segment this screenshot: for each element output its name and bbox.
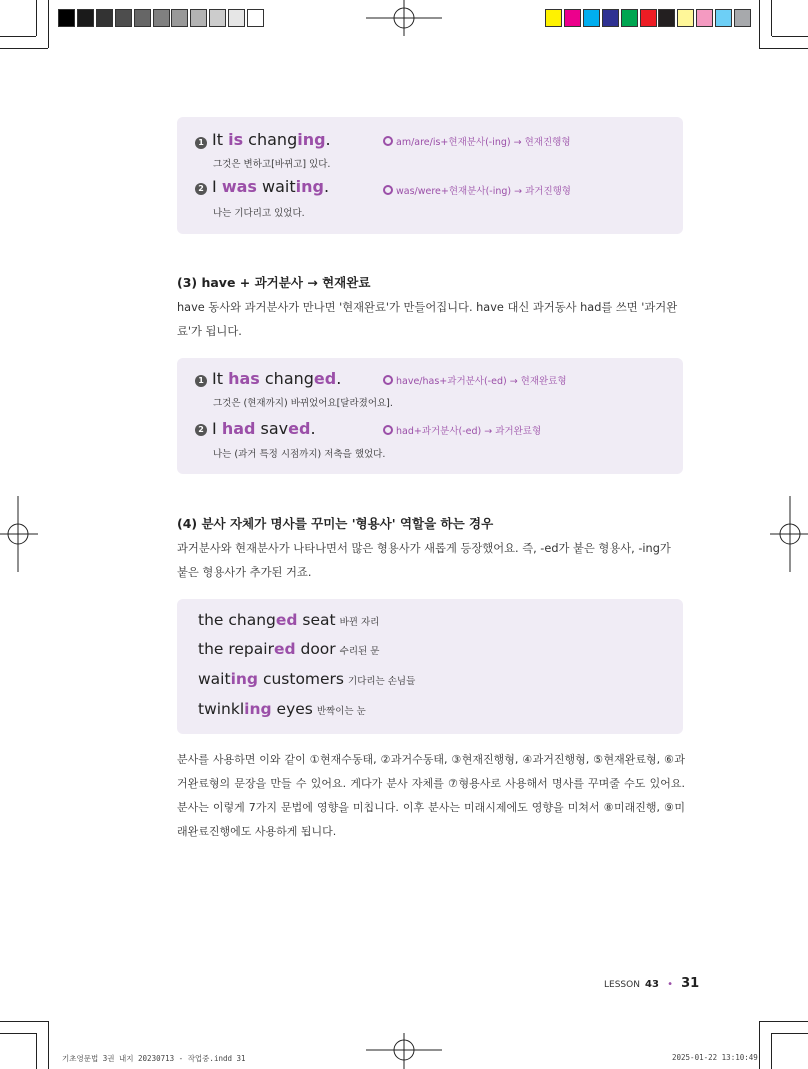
circle-bullet-icon	[383, 375, 393, 385]
slug-filename: 기초영문법 3권 내지 20230713 - 작업중.indd 31	[62, 1054, 246, 1063]
gray-swatch	[134, 9, 151, 27]
section-heading: (4) 분사 자체가 명사를 꾸미는 '형용사' 역할을 하는 경우	[177, 516, 494, 531]
number-badge: 2	[195, 183, 207, 195]
page-footer	[604, 972, 699, 991]
section-paragraph: have 동사와 과거분사가 만나면 '현재완료'가 만들어집니다. have 대신 과거동사 had를 쓰면 '과거완료'가 됩니다.	[177, 301, 678, 338]
phrase-item: waiting customers 기다리는 손님들	[198, 670, 416, 688]
gray-swatch	[247, 9, 264, 27]
grammar-note: am/are/is+현재분사(-ing) → 현재진행형	[383, 134, 571, 148]
korean-translation: 그것은 변하고[바뀌고] 있다.	[213, 159, 331, 170]
example-box-progressive	[177, 117, 683, 234]
gray-swatch	[209, 9, 226, 27]
gray-swatch	[171, 9, 188, 27]
example-sentence: It is changing.	[212, 130, 331, 149]
color-swatch	[734, 9, 751, 27]
color-swatch	[583, 9, 600, 27]
registration-mark-right	[768, 496, 808, 572]
circle-bullet-icon	[383, 136, 393, 146]
korean-translation: 그것은 (현재까지) 바뀌었어요[달라졌어요].	[213, 398, 393, 409]
grammar-note: had+과거분사(-ed) → 과거완료형	[383, 423, 541, 437]
circle-bullet-icon	[383, 185, 393, 195]
korean-translation: 나는 기다리고 있었다.	[213, 208, 305, 219]
number-badge: 1	[195, 137, 207, 149]
phrase-item: the repaired door 수리된 문	[198, 640, 380, 658]
page-number: 31	[681, 976, 700, 991]
color-swatch	[545, 9, 562, 27]
example-box-perfect	[177, 358, 683, 474]
section-paragraph: 과거분사와 현재분사가 나타나면서 많은 형용사가 새롭게 등장했어요. 즉, -ed가 붙은 형용사, -ing가 붙은 형용사가 추가된 거죠.	[177, 542, 671, 579]
gray-swatch	[153, 9, 170, 27]
lesson-label: LESSON	[604, 980, 640, 990]
color-swatch	[640, 9, 657, 27]
gray-swatch	[228, 9, 245, 27]
example-sentence: I had saved.	[212, 419, 316, 438]
gray-swatch	[77, 9, 94, 27]
example-sentence: It has changed.	[212, 369, 342, 388]
closing-paragraph: 분사를 사용하면 이와 같이 ①현재수동태, ②과거수동태, ③현재진행형, ④과거진행형, ⑤현재완료형, ⑥과거완료형의 문장을 만들 수 있어요. 게다가 분사 자체를 ⑦형용사로 사용해서 명사를 꾸며줄 수도 있어요. 분사는 이렇게 7가지 문법에 영향을 미칩니다. 이후 분사는 미래시제에도 영향을 미쳐서 ⑧미래진행, ⑨미래완료진행에도 사용하게 됩니다.	[177, 753, 685, 838]
color-swatch	[677, 9, 694, 27]
registration-mark-bottom	[366, 1031, 442, 1069]
color-swatch	[658, 9, 675, 27]
gray-swatch	[58, 9, 75, 27]
lesson-number: 43	[645, 979, 659, 990]
color-swatch	[715, 9, 732, 27]
number-badge: 2	[195, 424, 207, 436]
registration-mark-left	[0, 496, 40, 572]
phrase-item: twinkling eyes 반짝이는 눈	[198, 700, 366, 718]
section-heading: (3) have + 과거분사 → 현재완료	[177, 275, 371, 290]
color-swatch	[696, 9, 713, 27]
circle-bullet-icon	[383, 425, 393, 435]
phrase-item: the changed seat 바뀐 자리	[198, 611, 380, 629]
footer-bullet: •	[667, 979, 673, 990]
gray-swatch	[115, 9, 132, 27]
registration-mark-top	[366, 0, 442, 40]
example-sentence: I was waiting.	[212, 177, 330, 196]
color-swatch	[602, 9, 619, 27]
color-swatch	[564, 9, 581, 27]
gray-swatch	[96, 9, 113, 27]
gray-swatch	[190, 9, 207, 27]
number-badge: 1	[195, 375, 207, 387]
color-swatch	[621, 9, 638, 27]
slug-datetime: 2025-01-22 13:10:49	[672, 1053, 758, 1062]
grammar-note: have/has+과거분사(-ed) → 현재완료형	[383, 373, 567, 387]
korean-translation: 나는 (과거 특정 시점까지) 저축을 했었다.	[213, 449, 386, 460]
grammar-note: was/were+현재분사(-ing) → 과거진행형	[383, 183, 571, 197]
